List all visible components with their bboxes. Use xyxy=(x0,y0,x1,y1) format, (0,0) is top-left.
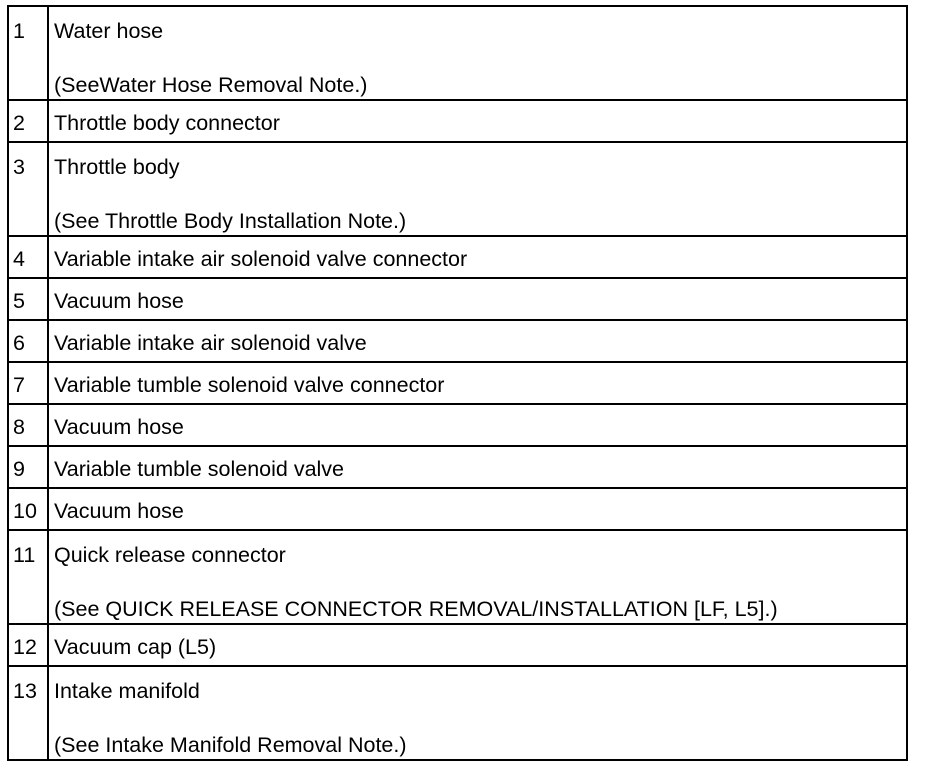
item-description-cell xyxy=(48,278,907,320)
item-description-cell xyxy=(48,236,907,278)
item-description-cell xyxy=(48,100,907,142)
item-name: Vacuum hose xyxy=(54,415,184,439)
item-number: 1 xyxy=(13,19,25,43)
item-description-cell xyxy=(48,446,907,488)
table-row xyxy=(8,666,907,760)
item-number: 10 xyxy=(13,499,37,523)
item-name: Intake manifold xyxy=(54,679,200,703)
item-number: 4 xyxy=(13,247,25,271)
parts-table-body xyxy=(8,6,907,760)
table-row xyxy=(8,362,907,404)
item-description-cell xyxy=(48,488,907,530)
item-number-cell xyxy=(8,624,48,666)
item-name: Vacuum hose xyxy=(54,499,184,523)
item-number: 3 xyxy=(13,155,25,179)
item-number-cell xyxy=(8,142,48,236)
table-row xyxy=(8,6,907,100)
table-row xyxy=(8,320,907,362)
item-description-cell xyxy=(48,362,907,404)
item-number-cell xyxy=(8,236,48,278)
item-number-cell xyxy=(8,666,48,760)
item-number: 7 xyxy=(13,373,25,397)
item-number: 8 xyxy=(13,415,25,439)
item-name: Throttle body xyxy=(54,155,180,179)
item-name: Quick release connector xyxy=(54,543,286,567)
item-name: Variable tumble solenoid valve xyxy=(54,457,345,481)
item-name: Variable intake air solenoid valve xyxy=(54,331,367,355)
table-row xyxy=(8,530,907,624)
item-description-cell xyxy=(48,666,907,760)
table-row xyxy=(8,624,907,666)
table-row xyxy=(8,142,907,236)
item-number-cell xyxy=(8,446,48,488)
item-number-cell xyxy=(8,488,48,530)
item-name: Variable intake air solenoid valve connector xyxy=(54,247,468,271)
item-number: 2 xyxy=(13,111,25,135)
item-number-cell xyxy=(8,362,48,404)
item-description-cell xyxy=(48,142,907,236)
item-number: 13 xyxy=(13,679,37,703)
item-number-cell xyxy=(8,6,48,100)
table-row xyxy=(8,446,907,488)
item-description-cell xyxy=(48,624,907,666)
item-number-cell xyxy=(8,278,48,320)
item-note: (SeeWater Hose Removal Note.) xyxy=(54,73,368,97)
item-description-cell xyxy=(48,404,907,446)
item-number: 12 xyxy=(13,635,37,659)
item-description-cell xyxy=(48,320,907,362)
item-number-cell xyxy=(8,530,48,624)
item-number-cell xyxy=(8,320,48,362)
item-number-cell xyxy=(8,404,48,446)
table-row xyxy=(8,236,907,278)
item-number-cell xyxy=(8,100,48,142)
item-name: Vacuum hose xyxy=(54,289,184,313)
table-row xyxy=(8,100,907,142)
item-number: 5 xyxy=(13,289,25,313)
item-number: 9 xyxy=(13,457,25,481)
item-name: Variable tumble solenoid valve connector xyxy=(54,373,445,397)
item-name: Water hose xyxy=(54,19,164,43)
table-row xyxy=(8,278,907,320)
item-name: Vacuum cap (L5) xyxy=(54,635,217,659)
item-description-cell xyxy=(48,6,907,100)
item-note: (See QUICK RELEASE CONNECTOR REMOVAL/INSTALLATION [LF, L5].) xyxy=(54,597,778,621)
item-number: 11 xyxy=(13,543,36,567)
item-note: (See Intake Manifold Removal Note.) xyxy=(54,733,407,757)
table-row xyxy=(8,404,907,446)
item-name: Throttle body connector xyxy=(54,111,280,135)
parts-table xyxy=(7,5,908,761)
item-number: 6 xyxy=(13,331,25,355)
item-note: (See Throttle Body Installation Note.) xyxy=(54,209,407,233)
table-row xyxy=(8,488,907,530)
item-description-cell xyxy=(48,530,907,624)
